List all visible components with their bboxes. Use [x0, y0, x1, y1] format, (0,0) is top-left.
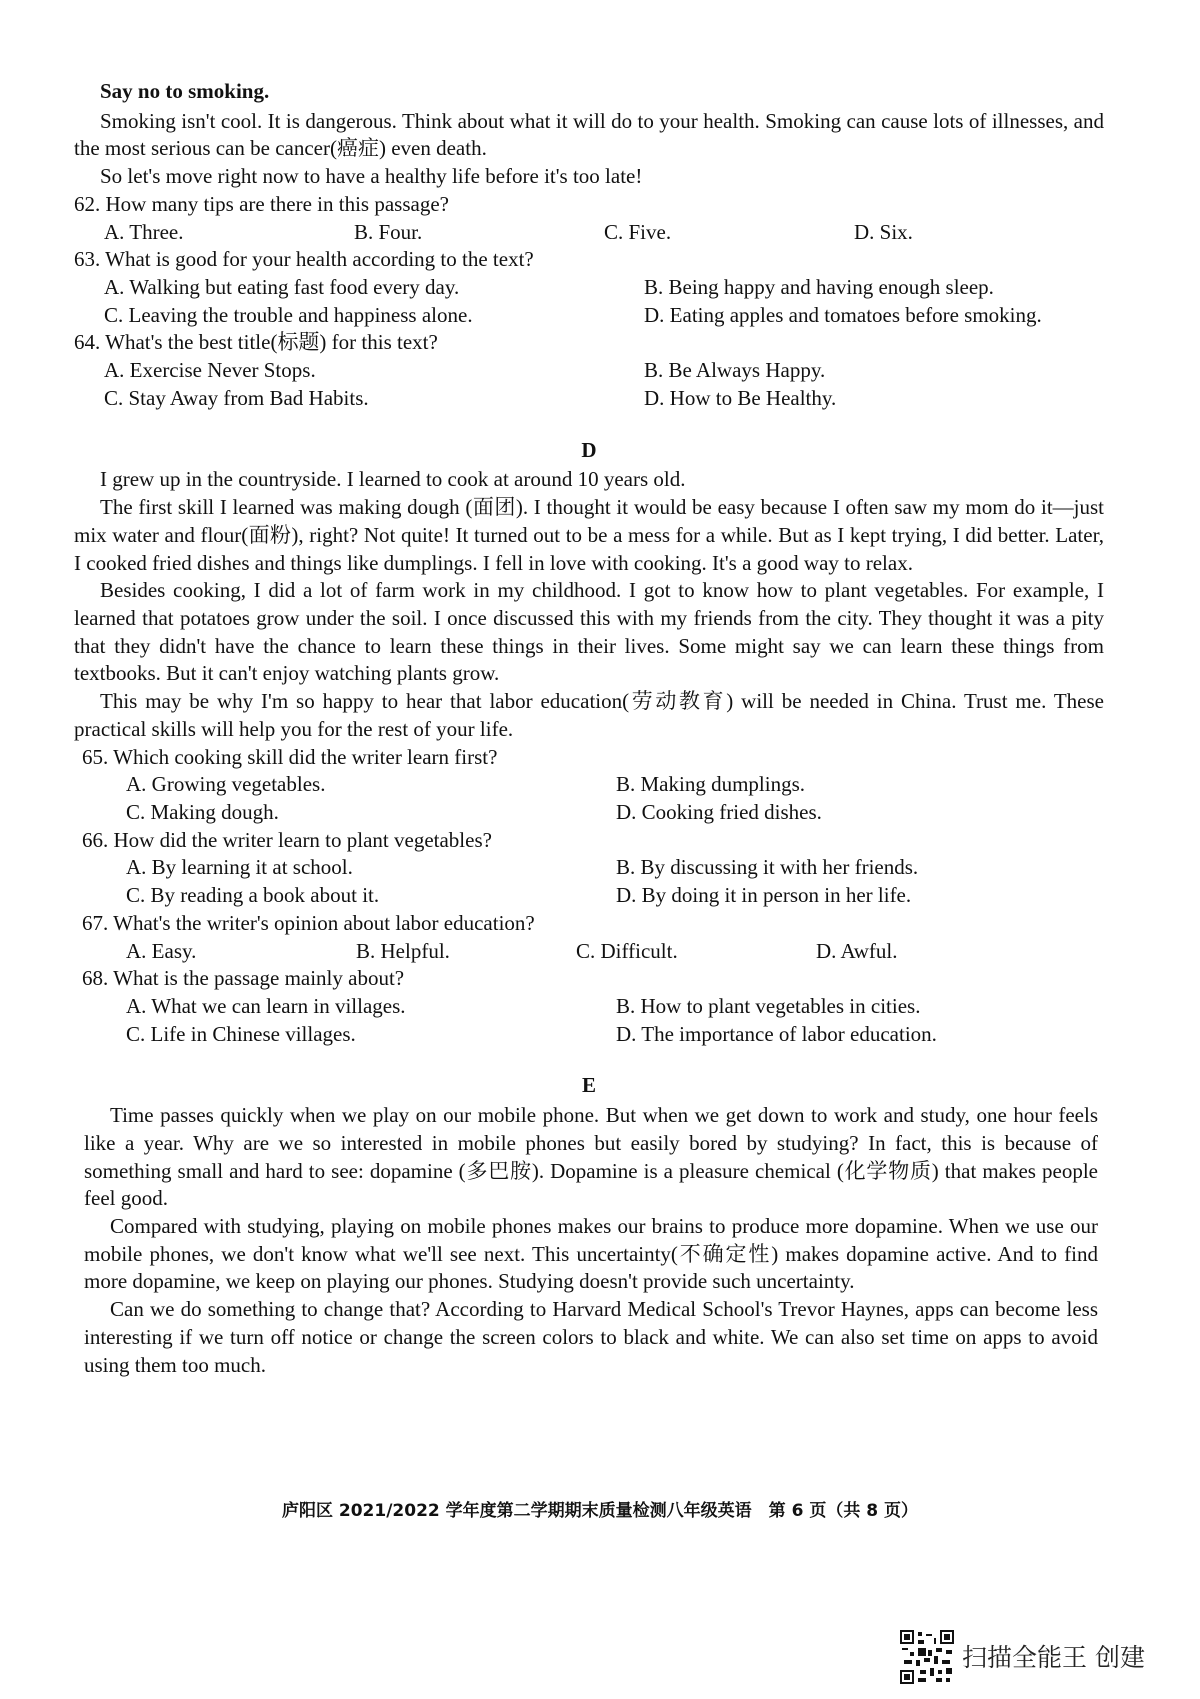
- option-c: C. Making dough.: [126, 799, 279, 824]
- option-b: B. By discussing it with her friends.: [616, 855, 919, 880]
- section-d-passage: [74, 466, 1104, 743]
- scanner-watermark-text: 扫描全能王 创建: [962, 1642, 1145, 1672]
- option-b: B. How to plant vegetables in cities.: [616, 994, 921, 1018]
- section-e-passage: [84, 1102, 1098, 1379]
- question-text: 66. How did the writer learn to plant vegetables?: [82, 827, 492, 852]
- option-d: D. Eating apples and tomatoes before smoking.: [644, 302, 1042, 327]
- option-d: D. Six.: [854, 219, 913, 244]
- section-e-title: E: [581, 1073, 596, 1098]
- exam-page: [74, 78, 1104, 1379]
- option-d: D. By doing it in person in her life.: [616, 883, 912, 908]
- option-b: B. Being happy and having enough sleep.: [644, 275, 994, 300]
- options: [104, 274, 1104, 329]
- options: [126, 938, 1104, 966]
- option-c: C. Difficult.: [576, 938, 678, 963]
- options: [126, 854, 1104, 909]
- option-c: C. Leaving the trouble and happiness alone.: [104, 302, 473, 327]
- option-c: C. By reading a book about it.: [126, 883, 380, 908]
- passage-paragraph: The first skill I learned was making dough (面团). I thought it would be easy because I often saw my mom do it—just mix water and flour(面粉), right? Not quite! It turned out to be a mess for a while. But as I kept trying, I did better. Later, I cooked fried dishes and things like dumplings. I fell in love with cooking. It's a good way to relax.: [74, 495, 1104, 575]
- passage-paragraph: I grew up in the countryside. I learned to cook at around 10 years old.: [100, 467, 686, 492]
- question-text: 68. What is the passage mainly about?: [82, 966, 405, 991]
- option-c: C. Stay Away from Bad Habits.: [104, 385, 369, 410]
- passage-paragraph: Compared with studying, playing on mobile phones makes our brains to produce more dopamine. When we use our mobile phones, we don't know what we'll see next. This uncertainty(不确定性) makes dopamine active. And to find more dopamine, we keep on playing our phones. Studying doesn't provide such uncertainty.: [84, 1214, 1098, 1294]
- question-text: 65. Which cooking skill did the writer learn first?: [82, 744, 498, 769]
- question-64: [74, 329, 1104, 412]
- tip-heading: Say no to smoking.: [100, 79, 270, 103]
- option-b: B. Helpful.: [356, 938, 450, 963]
- option-a: A. Growing vegetables.: [126, 772, 326, 797]
- option-a: A. Walking but eating fast food every day.: [104, 275, 460, 300]
- question-66: [82, 827, 1104, 910]
- option-d: D. The importance of labor education.: [616, 1021, 937, 1046]
- question-text: 64. What's the best title(标题) for this text?: [74, 330, 438, 355]
- passage-c-tail: [74, 78, 1104, 191]
- question-67: [82, 910, 1104, 965]
- option-c: C. Life in Chinese villages.: [126, 1021, 356, 1046]
- option-a: A. By learning it at school.: [126, 855, 353, 880]
- option-a: A. Exercise Never Stops.: [104, 358, 316, 383]
- option-a: A. What we can learn in villages.: [126, 994, 406, 1018]
- question-text: 63. What is good for your health according to the text?: [74, 247, 534, 272]
- passage-paragraph: This may be why I'm so happy to hear that labor education(劳动教育) will be needed in China. Trust me. These practical skills will help you for the rest of your life.: [74, 689, 1104, 741]
- option-a: A. Three.: [104, 219, 184, 244]
- option-b: B. Making dumplings.: [616, 772, 806, 797]
- section-d-title: D: [581, 437, 597, 462]
- passage-paragraph: Can we do something to change that? According to Harvard Medical School's Trevor Haynes, apps can become less interesting if we turn off notice or change the screen colors to black and white. We can also set time on apps to avoid using them too much.: [84, 1297, 1098, 1377]
- option-b: B. Be Always Happy.: [644, 358, 826, 383]
- passage-paragraph: Besides cooking, I did a lot of farm work in my childhood. I got to know how to plant vegetables. For example, I learned that potatoes grow under the soil. I once discussed this with my friends from the city. They thought it was a pity that they didn't have the chance to learn these things in their lives. Some might say we can learn these things from textbooks. But it can't enjoy watching plants grow.: [74, 578, 1104, 686]
- question-65: [82, 744, 1104, 827]
- passage-paragraph: Smoking isn't cool. It is dangerous. Think about what it will do to your health. Smoking can cause lots of illnesses, and the most serious can be cancer(癌症) even death.: [74, 108, 1104, 161]
- question-62: [74, 191, 1104, 246]
- question-63: [74, 246, 1104, 329]
- option-d: D. Awful.: [816, 938, 898, 963]
- options: [126, 993, 1104, 1048]
- option-a: A. Easy.: [126, 938, 197, 963]
- scanner-watermark: [900, 1630, 1145, 1684]
- options: [104, 357, 1104, 412]
- options: [104, 219, 1104, 247]
- option-c: C. Five.: [604, 219, 672, 244]
- question-68: [82, 965, 1104, 1048]
- question-text: 67. What's the writer's opinion about labor education?: [82, 910, 535, 935]
- option-b: B. Four.: [354, 219, 423, 244]
- page-footer: 庐阳区 2021/2022 学年度第二学期期末质量检测八年级英语 第 6 页（共 8 页）: [281, 1501, 918, 1521]
- option-d: D. Cooking fried dishes.: [616, 799, 822, 824]
- passage-paragraph: Time passes quickly when we play on our mobile phone. But when we get down to work and study, one hour feels like a year. Why are we so interested in mobile phones but easily bored by studying? In fact, this is because of something small and hard to see: dopamine (多巴胺). Dopamine is a pleasure chemical (化学物质) that makes people feel good.: [84, 1103, 1098, 1211]
- passage-paragraph: So let's move right now to have a healthy life before it's too late!: [100, 164, 643, 189]
- options: [126, 771, 1104, 826]
- question-text: 62. How many tips are there in this passage?: [74, 191, 449, 216]
- option-d: D. How to Be Healthy.: [644, 385, 837, 410]
- qr-code-icon: [900, 1630, 954, 1684]
